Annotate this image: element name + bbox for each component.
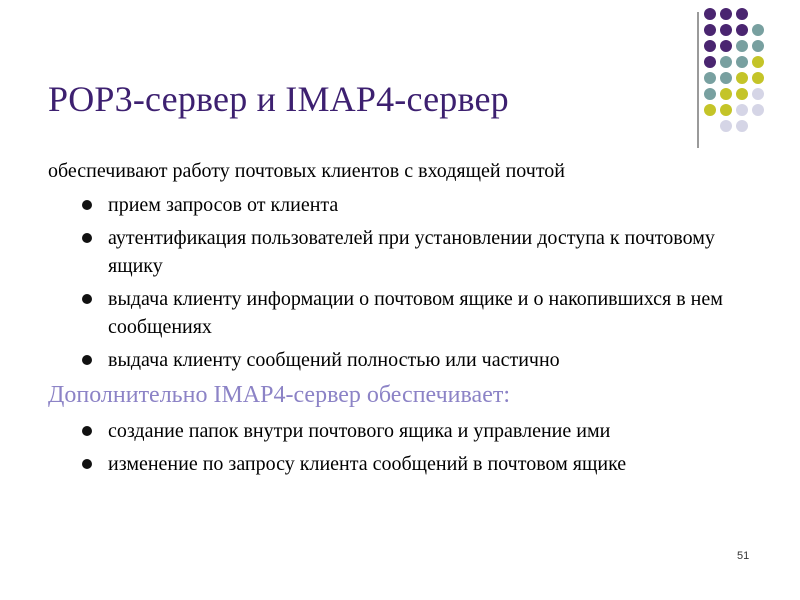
list-item-text: аутентификация пользователей при установлении доступа к почтовому ящику (108, 227, 715, 277)
decorative-dot (704, 24, 716, 36)
decorative-dot (736, 120, 748, 132)
decorative-dot (720, 56, 732, 68)
intro-text: обеспечивают работу почтовых клиентов с входящей почтой (48, 160, 566, 182)
decorative-dot-grid (704, 8, 800, 133)
decorative-dot (752, 56, 764, 68)
bullet-list-2 (48, 417, 748, 478)
decorative-dot (736, 8, 748, 20)
decorative-dot (720, 24, 732, 36)
slide-body (48, 157, 748, 483)
decorative-dot (704, 88, 716, 100)
decorative-dot (720, 8, 732, 20)
decorative-dot (752, 24, 764, 36)
bullet-dot-icon (82, 294, 92, 304)
decorative-dot (736, 56, 748, 68)
decorative-dot (704, 8, 716, 20)
list-item (48, 450, 748, 478)
decorative-dot (720, 120, 732, 132)
bullet-dot-icon (82, 426, 92, 436)
bullet-dot-icon (82, 200, 92, 210)
bullet-list-1 (48, 191, 748, 374)
list-item-text: изменение по запросу клиента сообщений в почтовом ящике (108, 453, 627, 475)
bullet-dot-icon (82, 355, 92, 365)
decorative-dot (736, 72, 748, 84)
decorative-dot (752, 40, 764, 52)
decorative-dot (720, 88, 732, 100)
decorative-dot (704, 56, 716, 68)
list-item (48, 224, 748, 280)
slide-title: POP3-сервер и IMAP4-сервер (48, 79, 509, 119)
page-number: 51 (737, 550, 750, 562)
list-item (48, 191, 748, 219)
decorative-dot (736, 40, 748, 52)
decorative-dot (704, 104, 716, 116)
decorative-dot (720, 40, 732, 52)
decorative-dot (752, 88, 764, 100)
decorative-dot (704, 40, 716, 52)
bullet-dot-icon (82, 233, 92, 243)
decorative-dot (736, 104, 748, 116)
decorative-dot (704, 72, 716, 84)
list-item-text: выдача клиенту информации о почтовом ящике и о накопившихся в нем сообщениях (108, 288, 723, 338)
bullet-dot-icon (82, 459, 92, 469)
list-item-text: прием запросов от клиента (108, 194, 339, 216)
decorative-dot (736, 24, 748, 36)
list-item-text: выдача клиенту сообщений полностью или частично (108, 349, 560, 371)
decorative-dot (720, 72, 732, 84)
list-item (48, 417, 748, 445)
list-item-text: создание папок внутри почтового ящика и управление ими (108, 420, 611, 442)
decorative-divider-line (697, 12, 699, 148)
list-item (48, 285, 748, 341)
decorative-dot (736, 88, 748, 100)
decorative-dot (752, 72, 764, 84)
decorative-dot (720, 104, 732, 116)
decorative-dot (752, 104, 764, 116)
section-subheading: Дополнительно IMAP4-сервер обеспечивает: (48, 382, 510, 408)
list-item (48, 346, 748, 374)
